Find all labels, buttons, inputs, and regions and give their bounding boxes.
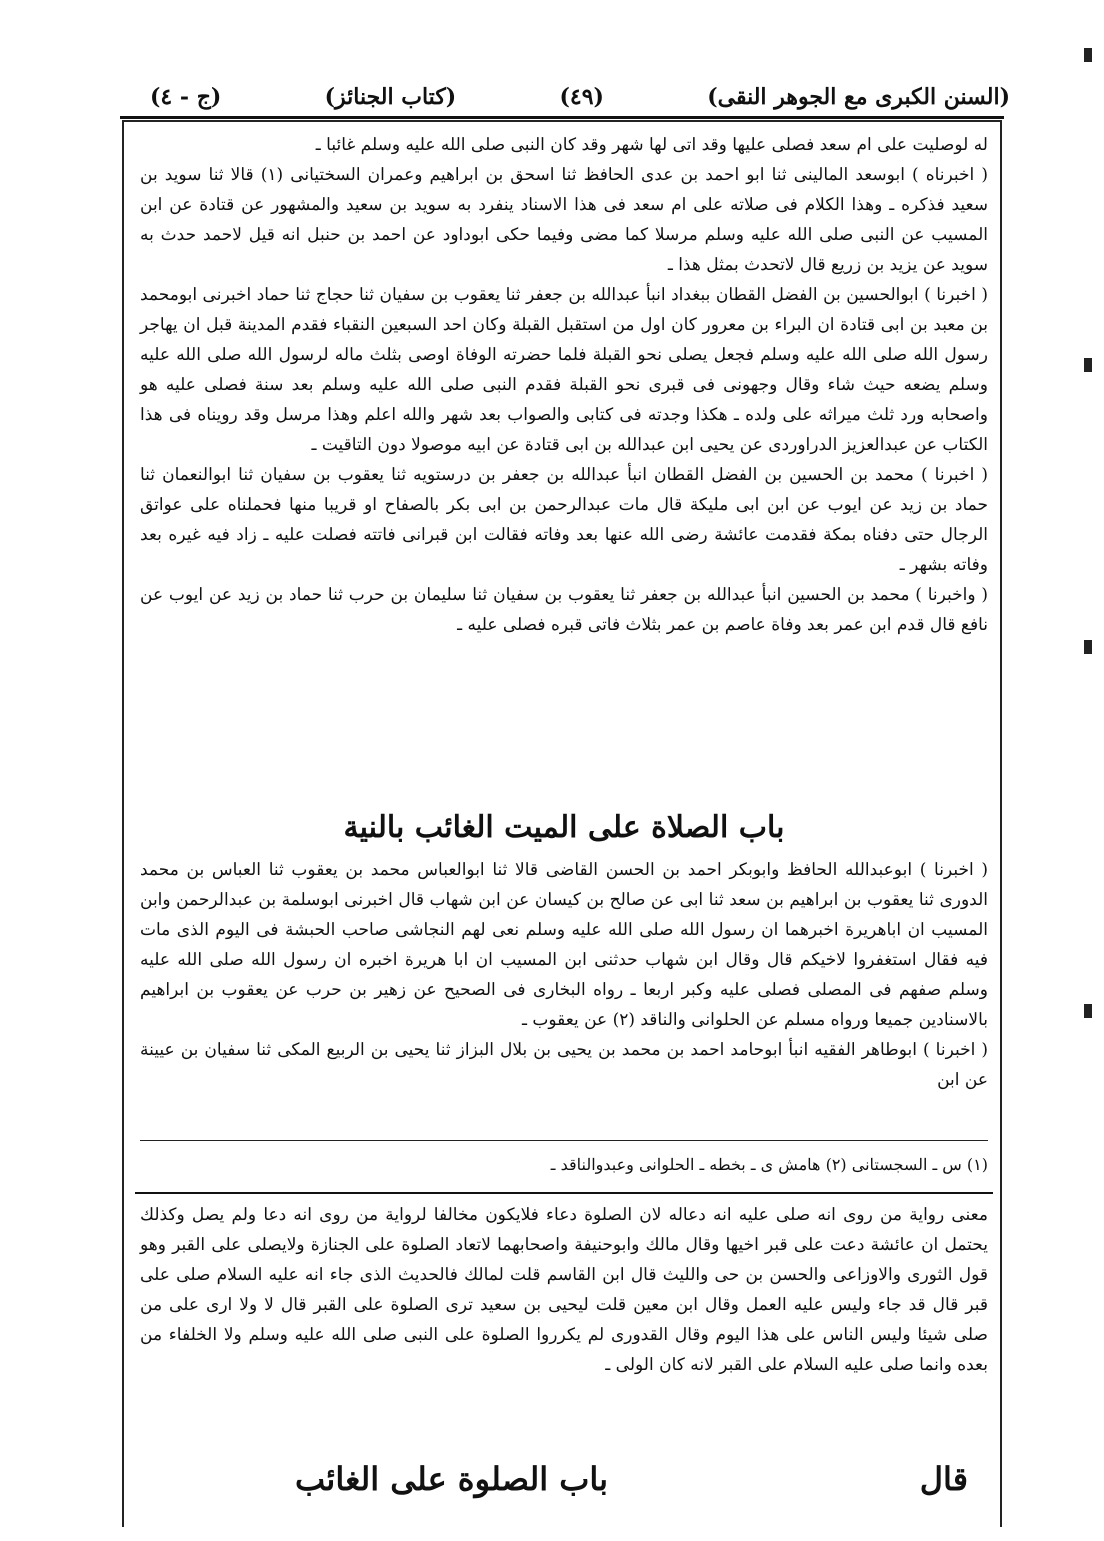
margin-mark-3 — [1084, 640, 1092, 654]
header-rule — [120, 116, 1004, 119]
commentary-text — [140, 1200, 988, 1380]
next-section-heading: باب الصلوة على الغائب — [295, 1460, 608, 1498]
paragraph: ( اخبرناه ) ابوسعد المالينى ثنا ابو احمد بن عدى الحافظ ثنا اسحق بن ابراهيم وعمران السختيانى (١) قالا ثنا سويد بن سعيد فذكره ـ وهذا الكلام فى صلاته على ام سعد فى هذا الاسناد ينفرد به سويد بن سعيد والمشهور عن قتادة عن ابن المسيب عن النبى صلى الله عليه وسلم مرسلا كما مضى وفيما حكى ابوداود عن احمد بن حنبل انه قيل لاحمد حدث به سويد عن يزيد بن زريع قال لاتحدث بمثل هذا ـ — [140, 165, 988, 275]
margin-mark-2 — [1084, 358, 1092, 372]
paragraph: ( اخبرنا ) محمد بن الحسين بن الفضل القطان انبأ عبدالله بن جعفر بن درستويه ثنا يعقوب بن سفيان ثنا ابوالنعمان ثنا حماد بن زيد عن ايوب عن ابن ابى مليكة قال مات عبدالرحمن بن ابى بكر بالصفاح او قريبا منها فحملناه على عواتق الرجال حتى دفناه بمكة فقدمت عائشة رضى الله عنها بعد وفاته فقالت ابن قبرانى فاتته فصلت عليه ـ زاد فيه غيره بعد وفاته بشهر ـ — [140, 465, 988, 575]
paragraph: ( اخبرنا ) ابوالحسين بن الفضل القطان ببغداد انبأ عبدالله بن جعفر ثنا يعقوب بن سفيان ثنا حجاج ثنا حماد اخبرنى ابومحمد بن معبد بن ابى قتادة ان البراء بن معرور كان اول من استقبل القبلة وكان احد السبعين النقباء فقدم المدينة قبل ان يهاجر رسول الله صلى الله عليه وسلم فجعل يصلى نحو القبلة فلما حضرته الوفاة اوصى بثلث ماله لرسول الله صلى الله عليه وسلم يضعه حيث شاء وقال وجهونى فى قبرى نحو القبلة فقدم النبى صلى الله عليه وسلم بعد سنة فصلى عليه هو واصحابه ورد ثلث ميراثه على ولده ـ هكذا وجدته فى كتابى والصواب بعد شهر والله اعلم وهذا مرسل وقد رويناه فى هذا الكتاب عن عبدالعزيز الدراوردى عن يحيى ابن عبدالله بن ابى قتادة عن ابيه موصولا دون التاقيت ـ — [140, 285, 988, 455]
paragraph: ( واخبرنا ) محمد بن الحسين انبأ عبدالله بن جعفر ثنا يعقوب بن سفيان ثنا سليمان بن حرب ثنا حماد بن زيد عن ايوب عن نافع قال قدم ابن عمر بعد وفاة عاصم بن عمر بثلاث فاتى قبره فصلى عليه ـ — [140, 585, 988, 635]
footnote-divider — [140, 1140, 988, 1141]
next-section-row — [140, 1452, 988, 1512]
commentary-divider — [135, 1192, 993, 1194]
main-text — [140, 130, 988, 640]
chapter-title: (كتاب الجنائز) — [324, 84, 457, 110]
book-title: (السنن الكبرى مع الجوهر النقى) — [707, 84, 1010, 110]
paragraph: ( اخبرنا ) ابوعبدالله الحافظ وابوبكر احمد بن الحسن القاضى قالا ثنا ابوالعباس محمد بن يعقوب ثنا العباس بن محمد الدورى ثنا يعقوب بن ابراهيم بن سعد ثنا ابى عن صالح بن كيسان عن ابن شهاب قال اخبرنى ابوسلمة بن عبدالرحمن وابن المسيب ان اباهريرة اخبرهما ان رسول الله صلى الله عليه وسلم نعى لهم النجاشى صاحب الحبشة فى اليوم الذى مات فيه فقال استغفروا لاخيكم قال وقال ابن شهاب حدثنى ابن المسيب ان ابا هريرة اخبره ان رسول الله صلى الله عليه وسلم صفهم فى المصلى فصلى عليه وكبر اربعا ـ رواه البخارى فى الصحيح عن زهير بن حرب عن يعقوب بن ابراهيم بالاسنادين جميعا ورواه مسلم عن الحلوانى والناقد (٢) عن يعقوب ـ — [140, 860, 988, 1030]
footnotes: (١) س ـ السجستانى (٢) هامش ى ـ بخطه ـ الحلوانى وعبدوالناقد ـ — [550, 1155, 988, 1174]
section-text — [140, 855, 988, 1095]
section-heading: باب الصلاة على الميت الغائب بالنية — [343, 810, 785, 845]
paragraph: له لوصليت على ام سعد فصلى عليها وقد اتى لها شهر وقد كان النبى صلى الله عليه وسلم غائبا ـ — [315, 135, 988, 155]
commentary-paragraph: معنى رواية من روى انه صلى عليه انه دعاله لان الصلوة دعاء فلايكون مخالفا لرواية من روى انه دعا ولم يصل وكذلك يحتمل ان عائشة دعت على قبر اخيها وقال مالك وابوحنيفة واصحابهما لاتعاد الصلوة على الجنازة ولايصلى على القبر وهو قول الثورى والاوزاعى والحسن بن حى والليث قال ابن القاسم قلت لمالك فالحديث الذى جاء انه عليه السلام صلى على قبر قال قد جاء وليس عليه العمل وقال ابن معين قلت ليحيى بن سعيد ترى الصلوة على القبر قال لا ولا ارى على من صلى شيئا وليس الناس على هذا اليوم وقال القدورى لم يكرروا الصلوة على النبى صلى الله عليه وسلم ولا الخلفاء من بعده وانما صلى عليه السلام على القبر لانه كان الولى ـ — [140, 1205, 988, 1375]
page-header — [150, 72, 1010, 122]
paragraph: ( اخبرنا ) ابوطاهر الفقيه انبأ ابوحامد احمد بن محمد بن يحيى بن بلال البزاز ثنا يحيى بن الربيع المكى ثنا سفيان بن عيينة عن ابن — [140, 1040, 988, 1090]
margin-mark-1 — [1084, 48, 1092, 62]
margin-mark-4 — [1084, 1004, 1092, 1018]
page-number: (٤٩) — [559, 84, 604, 110]
volume-label: (ج - ٤) — [150, 84, 222, 110]
qal-label: قال — [919, 1460, 968, 1498]
